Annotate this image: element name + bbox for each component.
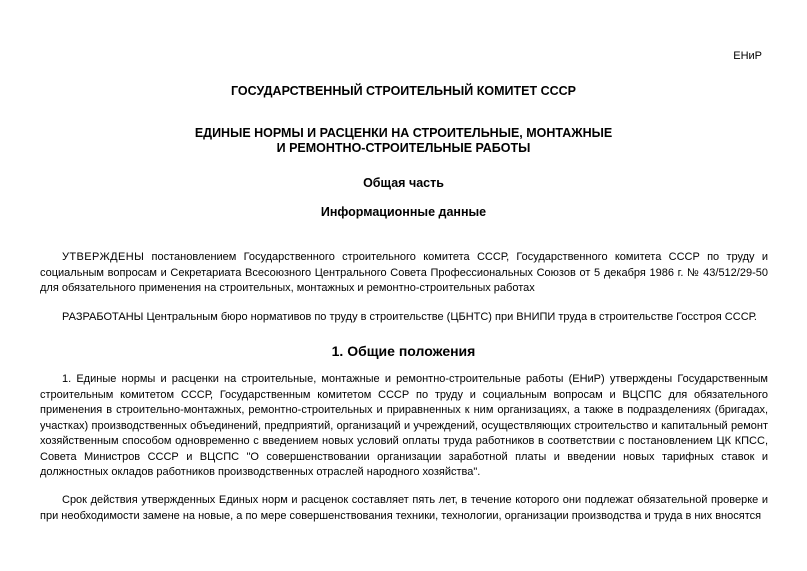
info-heading: Информационные данные — [320, 205, 487, 219]
document-title-line-1: ЕДИНЫЕ НОРМЫ И РАСЦЕНКИ НА СТРОИТЕЛЬНЫЕ, МОНТАЖНЫЕ — [194, 126, 613, 140]
general-provisions-paragraph: 1. Единые нормы и расценки на строительные, монтажные и ремонтно-строительные работы (ЕНиР) утверждены Государственным строительным комитетом СССР, Государственным комитетом СССР по труду и социальным вопросам и ВЦСПС для обязательного применения в строительно-монтажных, ремонтно-строительных и приравненных к ним организациях, а также в подразделениях (бригадах, участках) производственных объединений, предприятий, организаций и учреждений, осуществляющих строительство и капитальный ремонт хозяйственным способом одновременно с введением новых условий оплаты труда работников в соответствии с постановлением ЦК КПСС, Совета Министров СССР и ВЦСПС "О совершенствовании организации заработной платы и введении новых тарифных ставок и должностных окладов работников производственных отраслей народного хозяйства". — [40, 373, 768, 478]
developed-text: Центральным бюро нормативов по труду в строительстве (ЦБНТС) при ВНИПИ труда в строительстве Госстроя СССР. — [146, 311, 757, 323]
approved-lead: УТВЕРЖДЕНЫ — [62, 251, 145, 263]
approved-text: постановлением Государственного строительного комитета СССР, Государственного комитета СССР по труду и социальным вопросам и Секретариата Всесоюзного Центрального Совета Профессиональных Союзов от 5 декабря 1986 г. № 43/512/29-50 для обязательного применения на строительных, монтажных и ремонтно-строительных работах — [40, 251, 768, 294]
document-code-label: ЕНиР — [733, 50, 762, 62]
section-heading: 1. Общие положения — [331, 343, 476, 359]
approved-paragraph — [40, 250, 768, 297]
developed-paragraph — [40, 310, 768, 326]
developed-lead: РАЗРАБОТАНЫ — [62, 311, 144, 323]
organization-heading: ГОСУДАРСТВЕННЫЙ СТРОИТЕЛЬНЫЙ КОМИТЕТ СССР — [230, 84, 576, 98]
document-title — [0, 126, 807, 156]
validity-term-paragraph: Срок действия утвержденных Единых норм и расценок составляет пять лет, в течение которого они подлежат обязательной проверке и при необходимости замене на новые, а по мере совершенствования техники, технологии, организации производства и труда в них вносятся — [40, 494, 768, 522]
part-heading: Общая часть — [363, 176, 444, 190]
document-title-line-2: И РЕМОНТНО-СТРОИТЕЛЬНЫЕ РАБОТЫ — [276, 141, 531, 155]
